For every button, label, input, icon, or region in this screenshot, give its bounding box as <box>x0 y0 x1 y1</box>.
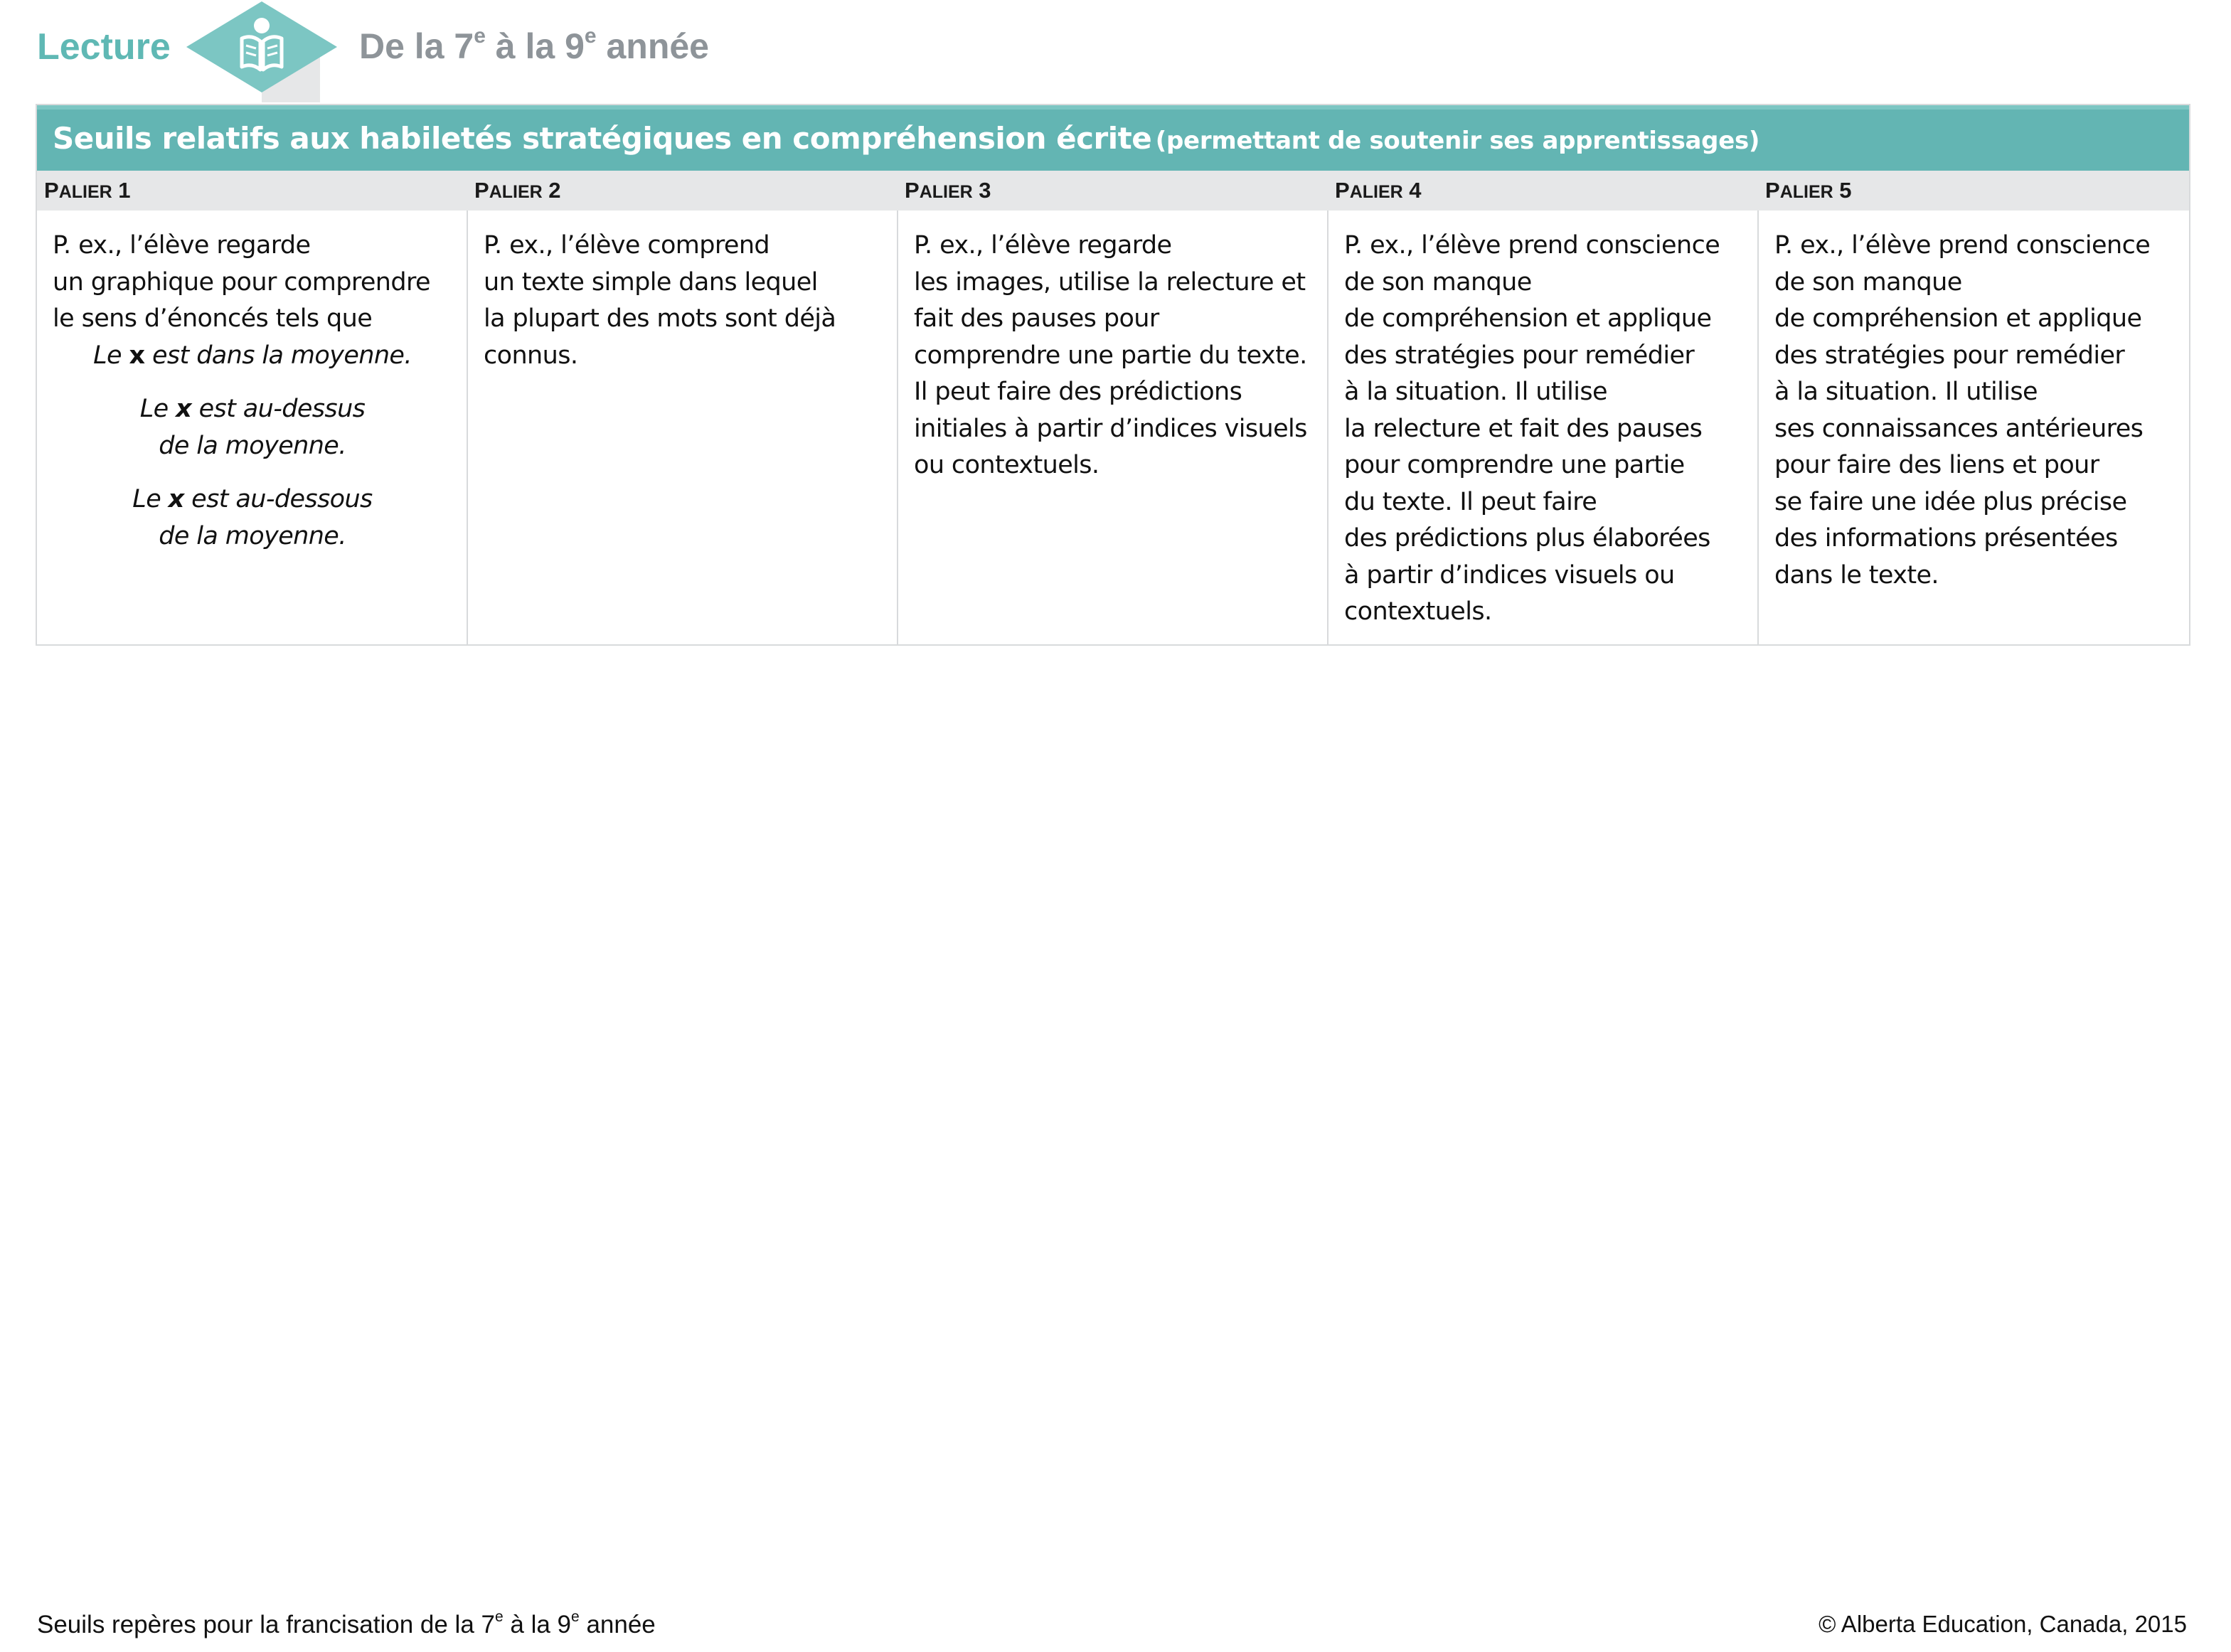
section-label: Lecture <box>37 26 171 68</box>
table-title: Seuils relatifs aux habiletés stratégiques en compréhension écrite <box>53 121 1152 156</box>
example-average: Le x est dans la moyenne. <box>93 341 412 370</box>
footer-document-title: Seuils repères pour la francisation de la 7e à la 9e année <box>37 1609 656 1638</box>
grade-range: De la 7e à la 9e année <box>359 24 709 66</box>
palier-1-header: PALIER 1 <box>44 178 131 203</box>
table-title-bar <box>37 105 2189 171</box>
palier-4-header: PALIER 4 <box>1335 178 1422 203</box>
palier-1-text: P. ex., l’élève regarde un graphique pour comprendre le sens d’énoncés tels que <box>53 231 430 333</box>
footer-copyright: © Alberta Education, Canada, 2015 <box>1819 1611 2187 1637</box>
palier-header-row <box>37 171 2189 211</box>
table-subtitle: (permettant de soutenir ses apprentissages) <box>1155 127 1760 155</box>
palier-2-text: P. ex., l’élève comprend un texte simple dans lequel la plupart des mots sont déjà connus. <box>484 231 836 370</box>
palier-3-cell <box>897 211 1327 644</box>
palier-1-cell <box>37 211 467 644</box>
palier-5-header: PALIER 5 <box>1765 178 1852 203</box>
palier-5-cell <box>1757 211 2189 644</box>
palier-2-cell <box>467 211 897 644</box>
palier-3-text: P. ex., l’élève regarde les images, utilise la relecture et fait des pauses pour comprendre une partie du texte. Il peut faire des prédictions initiales à partir d’indices visuels ou contextuels. <box>914 231 1307 479</box>
example-below-average: Le x est au-dessous de la moyenne. <box>132 485 373 550</box>
palier-2-header: PALIER 2 <box>474 178 561 203</box>
thresholds-table <box>36 104 2190 646</box>
palier-5-text: P. ex., l’élève prend conscience de son manque de compréhension et applique des stratégies pour remédier à la situation. Il utilise ses connaissances antérieures pour faire des liens et pour se faire une idée plus précise des informations présentées dans le texte. <box>1774 231 2151 590</box>
palier-4-cell <box>1327 211 1757 644</box>
example-above-average: Le x est au-dessus de la moyenne. <box>139 395 366 460</box>
palier-3-header: PALIER 3 <box>905 178 991 203</box>
palier-content-row <box>37 211 2189 644</box>
reading-book-icon <box>186 1 337 102</box>
palier-4-text: P. ex., l’élève prend conscience de son manque de compréhension et applique des stratégies pour remédier à la situation. Il utilise la relecture et fait des pauses pour comprendre une partie du texte. Il peut faire des prédictions plus élaborées à partir d’indices visuels ou contextuels. <box>1344 231 1720 626</box>
